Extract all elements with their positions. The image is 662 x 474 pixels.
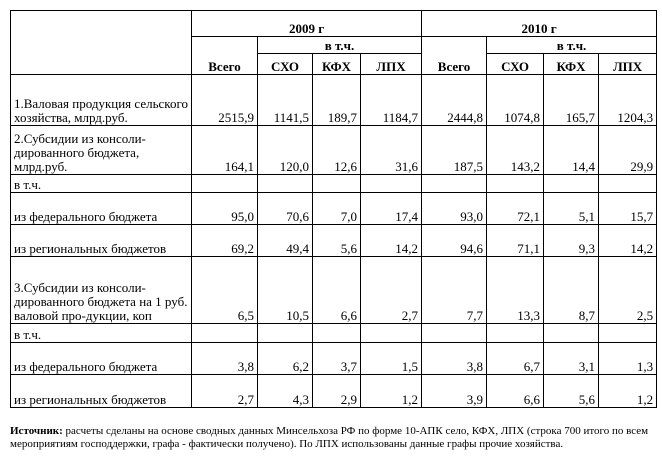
value-cell: 14,2 [361, 225, 422, 257]
value-cell: 2,7 [361, 257, 422, 324]
value-cell: 8,7 [544, 257, 599, 324]
row-label: 1.Валовая продукция сельского хозяйства, млрд.руб. [11, 75, 192, 126]
table-row [11, 324, 657, 343]
value-cell: 15,7 [599, 193, 657, 225]
row-label: из федерального бюджета [11, 193, 192, 225]
value-cell: 164,1 [192, 126, 258, 175]
value-cell: 1141,5 [258, 75, 313, 126]
value-cell: 1,2 [599, 375, 657, 408]
value-cell: 14,4 [544, 126, 599, 175]
col-header: ЛПХ [361, 54, 422, 75]
value-cell: 72,1 [487, 193, 544, 225]
value-cell: 120,0 [258, 126, 313, 175]
row-label: 2.Субсидии из консоли-дированного бюджета, млрд.руб. [11, 126, 192, 175]
value-cell: 9,3 [544, 225, 599, 257]
value-cell: 6,2 [258, 343, 313, 375]
value-cell: 1204,3 [599, 75, 657, 126]
value-cell: 6,6 [313, 257, 361, 324]
incl-2010-header: в т.ч. [487, 37, 657, 54]
year-2010-header: 2010 г [422, 11, 657, 37]
source-note [10, 425, 650, 451]
source-note-text: расчеты сделаны на основе сводных данных Минсельхоза РФ по форме 10-АПК село, КФХ, ЛПХ (строка 700 итого по всем мероприятиям господдержки, графа - фактически получено). По ЛПХ использованы данные графы прочие хозяйства. [10, 425, 649, 450]
value-cell: 2515,9 [192, 75, 258, 126]
value-cell: 4,3 [258, 375, 313, 408]
table-row [11, 257, 657, 324]
value-cell: 69,2 [192, 225, 258, 257]
incl-2009-header: в т.ч. [258, 37, 422, 54]
total-2009-header: Всего [192, 37, 258, 75]
col-header: КФХ [313, 54, 361, 75]
value-cell: 3,9 [422, 375, 487, 408]
value-cell: 49,4 [258, 225, 313, 257]
value-cell: 187,5 [422, 126, 487, 175]
value-cell: 5,6 [544, 375, 599, 408]
value-cell: 6,6 [487, 375, 544, 408]
value-cell: 1,2 [361, 375, 422, 408]
total-2010-header: Всего [422, 37, 487, 75]
table-row [11, 343, 657, 375]
value-cell: 6,7 [487, 343, 544, 375]
value-cell: 14,2 [599, 225, 657, 257]
value-cell: 7,0 [313, 193, 361, 225]
value-cell: 3,8 [422, 343, 487, 375]
corner-cell [11, 11, 192, 75]
value-cell: 143,2 [487, 126, 544, 175]
value-cell: 3,7 [313, 343, 361, 375]
value-cell: 5,1 [544, 193, 599, 225]
col-header: СХО [258, 54, 313, 75]
value-cell: 2,9 [313, 375, 361, 408]
value-cell: 94,6 [422, 225, 487, 257]
table-row [11, 126, 657, 175]
table-row [11, 193, 657, 225]
value-cell: 1,3 [599, 343, 657, 375]
row-label: из федерального бюджета [11, 343, 192, 375]
col-header: СХО [487, 54, 544, 75]
col-header: ЛПХ [599, 54, 657, 75]
value-cell: 3,8 [192, 343, 258, 375]
value-cell: 2444,8 [422, 75, 487, 126]
row-label: 3.Субсидии из консоли-дированного бюджета на 1 руб. валовой про-дукции, коп [11, 257, 192, 324]
table-row [11, 75, 657, 126]
value-cell: 5,6 [313, 225, 361, 257]
value-cell: 95,0 [192, 193, 258, 225]
col-header: КФХ [544, 54, 599, 75]
source-note-lead: Источник: [10, 425, 63, 437]
value-cell: 93,0 [422, 193, 487, 225]
row-label: в т.ч. [11, 175, 192, 193]
table-row [11, 225, 657, 257]
row-label: в т.ч. [11, 324, 192, 343]
value-cell: 10,5 [258, 257, 313, 324]
value-cell: 189,7 [313, 75, 361, 126]
value-cell: 2,7 [192, 375, 258, 408]
value-cell: 70,6 [258, 193, 313, 225]
value-cell: 6,5 [192, 257, 258, 324]
value-cell: 165,7 [544, 75, 599, 126]
row-label: из региональных бюджетов [11, 225, 192, 257]
value-cell: 71,1 [487, 225, 544, 257]
value-cell: 2,5 [599, 257, 657, 324]
year-2009-header: 2009 г [192, 11, 422, 37]
value-cell: 31,6 [361, 126, 422, 175]
row-label: из региональных бюджетов [11, 375, 192, 408]
value-cell: 12,6 [313, 126, 361, 175]
value-cell: 1,5 [361, 343, 422, 375]
value-cell: 1074,8 [487, 75, 544, 126]
value-cell: 17,4 [361, 193, 422, 225]
value-cell: 13,3 [487, 257, 544, 324]
value-cell: 1184,7 [361, 75, 422, 126]
subsidies-table [10, 10, 657, 408]
value-cell: 7,7 [422, 257, 487, 324]
value-cell: 3,1 [544, 343, 599, 375]
table-row [11, 175, 657, 193]
value-cell: 29,9 [599, 126, 657, 175]
table-row [11, 375, 657, 408]
